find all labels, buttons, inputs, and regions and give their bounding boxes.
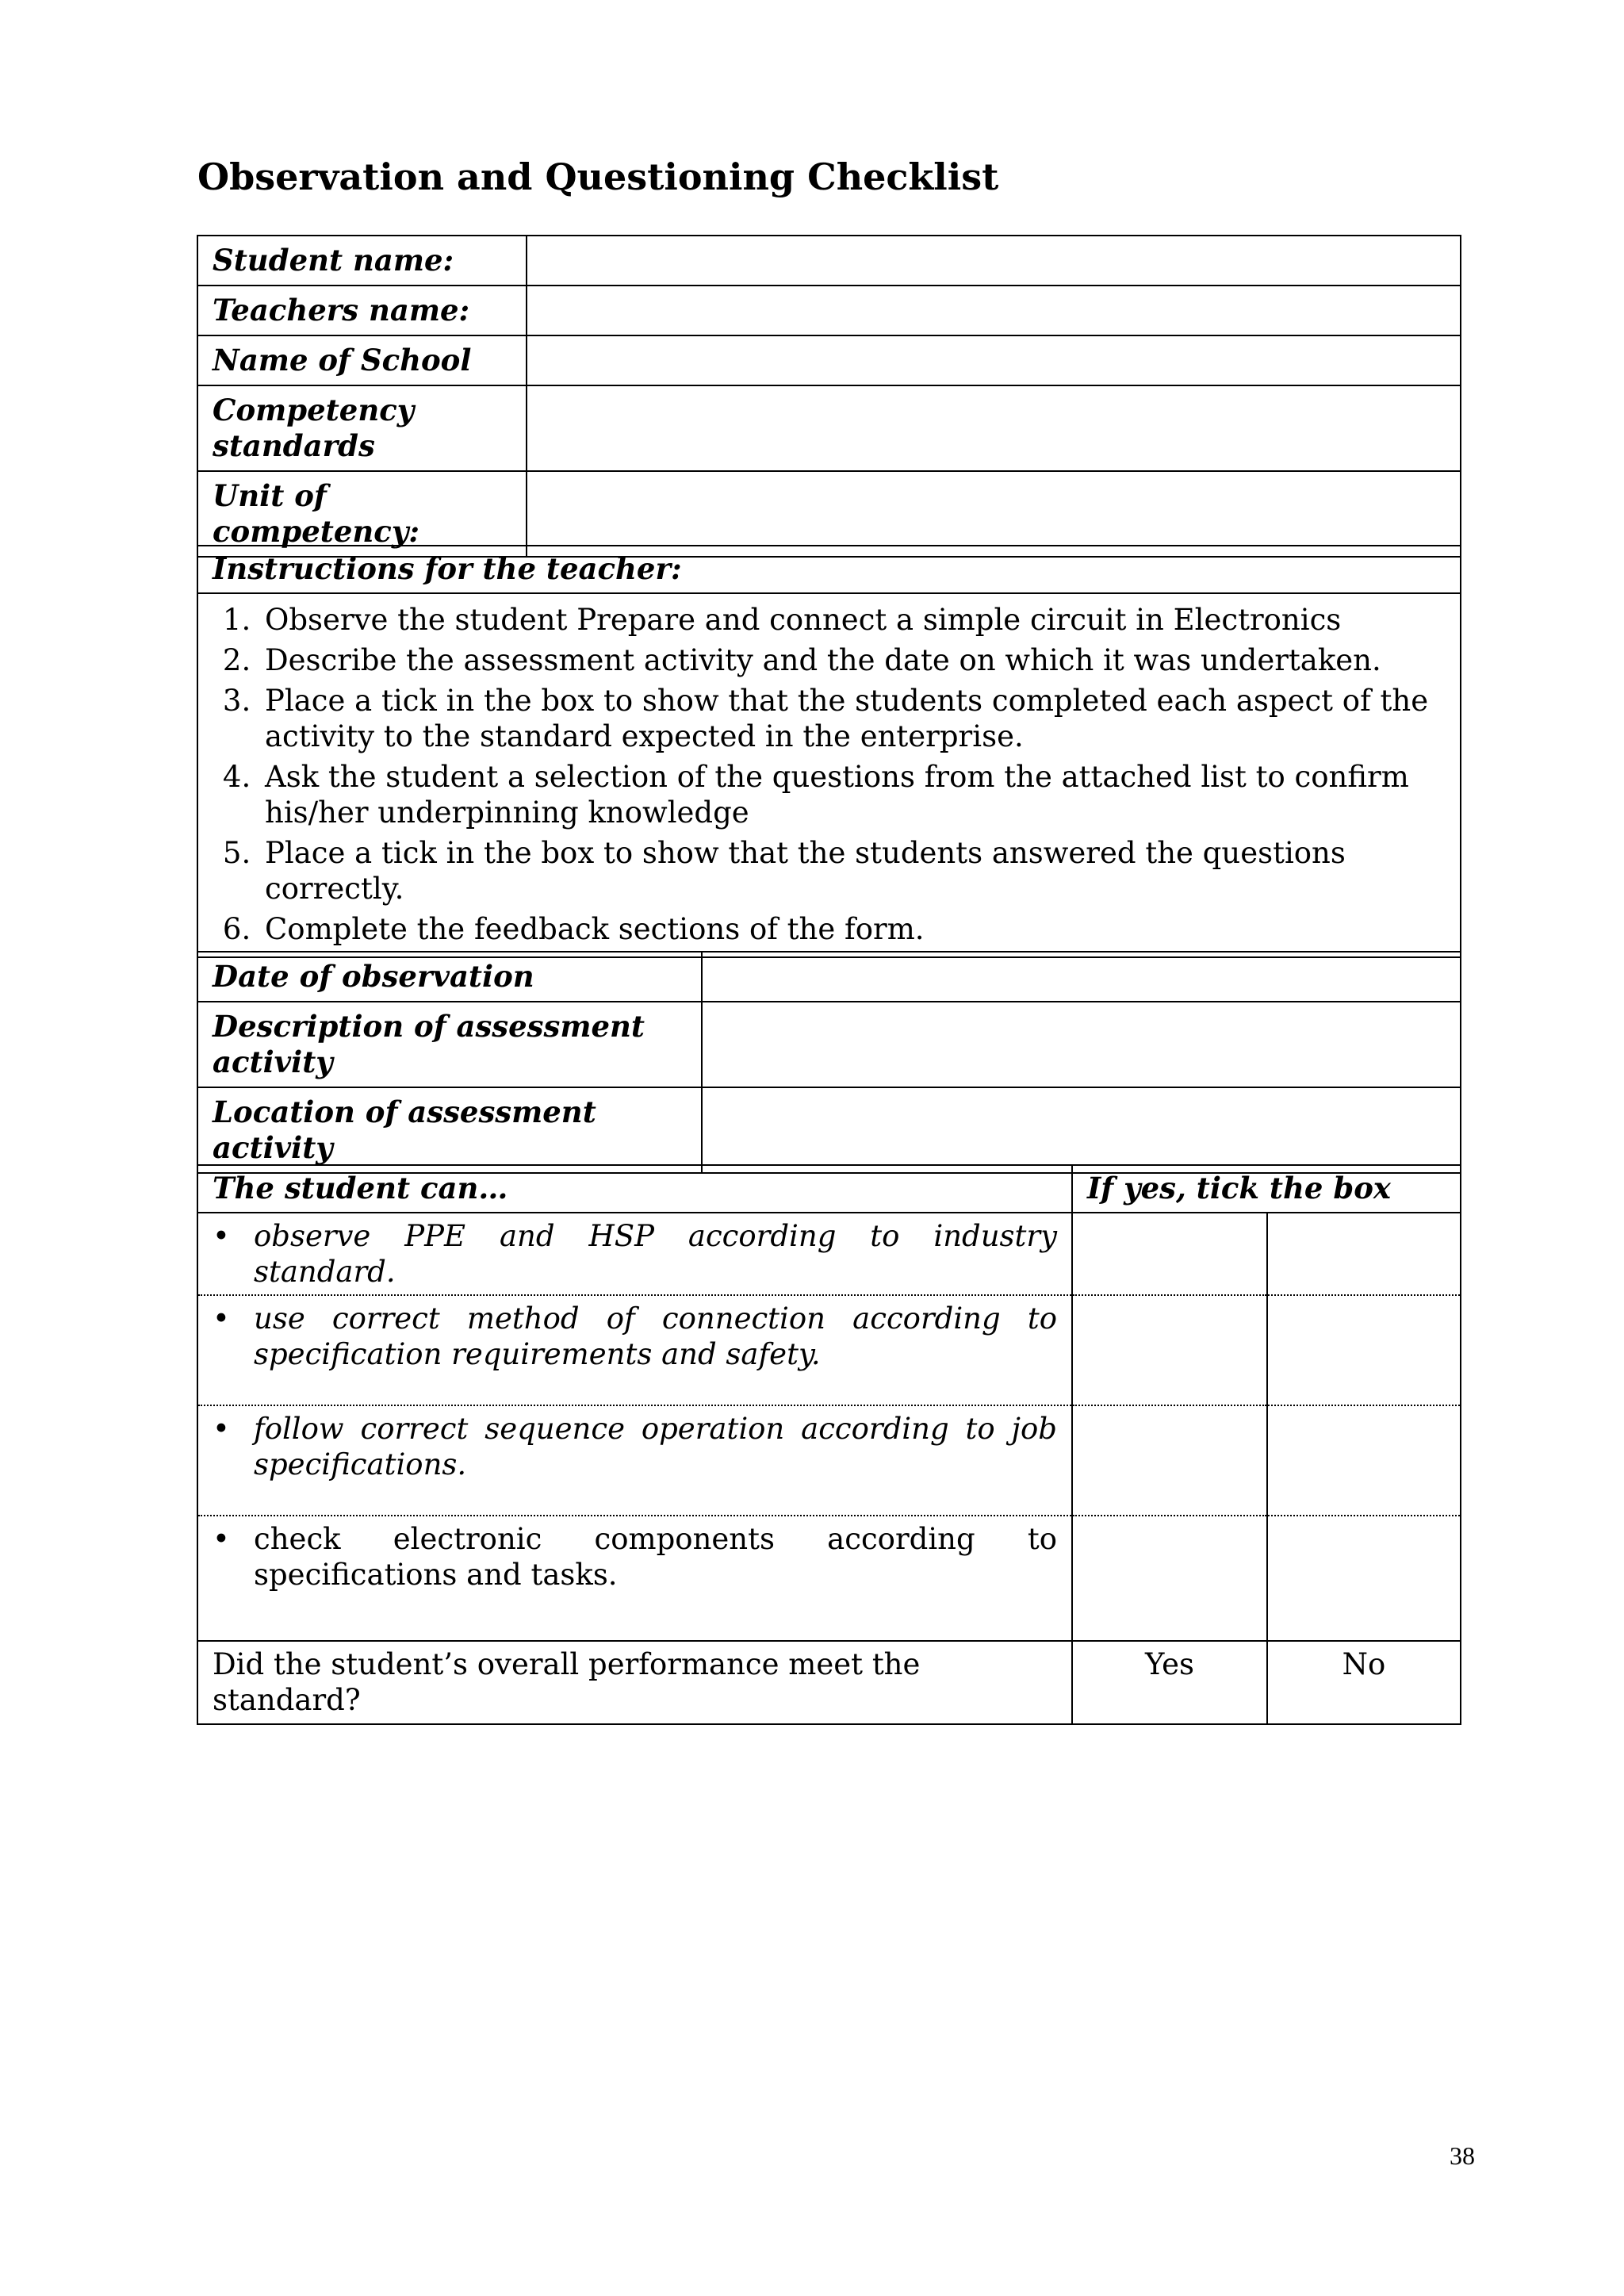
instruction-item: 5. Place a tick in the box to show that the students answered the questions correctly. — [260, 835, 1446, 907]
competency-standards-field[interactable] — [527, 385, 1461, 471]
instruction-item: 1. Observe the student Prepare and connect a simple circuit in Electronics — [260, 602, 1446, 638]
tick-box[interactable] — [1072, 1405, 1267, 1516]
school-name-field[interactable] — [527, 335, 1461, 385]
instructions-list — [213, 602, 1446, 947]
student-name-field[interactable] — [527, 236, 1461, 286]
checklist-item — [197, 1405, 1072, 1516]
tick-box[interactable] — [1267, 1295, 1461, 1405]
checklist-item-text: observe PPE and HSP according to industry standard. — [254, 1219, 1057, 1289]
page-number: 38 — [1450, 2141, 1475, 2170]
bullet-icon: • — [213, 1412, 230, 1446]
tick-box[interactable] — [1072, 1213, 1267, 1295]
checklist-table — [197, 1164, 1461, 1725]
instruction-item: 2. Describe the assessment activity and the date on which it was undertaken. — [260, 642, 1446, 678]
tick-box[interactable] — [1072, 1295, 1267, 1405]
student-name-label: Student name: — [197, 236, 527, 286]
tick-box[interactable] — [1267, 1516, 1461, 1641]
tick-box[interactable] — [1072, 1516, 1267, 1641]
instructions-body — [197, 593, 1461, 957]
description-of-activity-field[interactable] — [702, 1002, 1461, 1087]
checklist-item-text: follow correct sequence operation according to job specifications. — [254, 1412, 1057, 1481]
checklist-item-text: check electronic components according to specifications and tasks. — [254, 1522, 1057, 1592]
no-option[interactable]: No — [1267, 1641, 1461, 1724]
instructions-heading: Instructions for the teacher: — [197, 546, 1461, 593]
instruction-item: 4. Ask the student a selection of the questions from the attached list to confirm his/her underpinning knowledge — [260, 759, 1446, 830]
competency-standards-label: Competency standards — [197, 385, 527, 471]
assessment-details-table — [197, 951, 1461, 1174]
checklist-item — [197, 1295, 1072, 1405]
tick-box[interactable] — [1267, 1405, 1461, 1516]
checklist-item — [197, 1516, 1072, 1641]
unit-of-competency-label: Unit of competency: — [197, 471, 527, 557]
unit-of-competency-field[interactable] — [527, 471, 1461, 557]
teachers-name-field[interactable] — [527, 286, 1461, 335]
date-of-observation-field[interactable] — [702, 952, 1461, 1002]
page-title: Observation and Questioning Checklist — [197, 155, 999, 198]
yes-option[interactable]: Yes — [1072, 1641, 1267, 1724]
date-of-observation-label: Date of observation — [197, 952, 702, 1002]
tick-box[interactable] — [1267, 1213, 1461, 1295]
bullet-icon: • — [213, 1522, 230, 1556]
checklist-item — [197, 1213, 1072, 1295]
overall-performance-question: Did the student’s overall performance meet the standard? — [197, 1641, 1072, 1724]
instruction-item: 6. Complete the feedback sections of the form. — [260, 911, 1446, 947]
school-name-label: Name of School — [197, 335, 527, 385]
location-of-activity-field[interactable] — [702, 1087, 1461, 1173]
checklist-header-right: If yes, tick the box — [1072, 1165, 1461, 1213]
instruction-item: 3. Place a tick in the box to show that the students completed each aspect of the activity to the standard expected in the enterprise. — [260, 683, 1446, 754]
checklist-item-text: use correct method of connection according to specification requirements and safety. — [254, 1301, 1057, 1371]
student-info-table — [197, 235, 1461, 558]
description-of-activity-label: Description of assessment activity — [197, 1002, 702, 1087]
bullet-icon: • — [213, 1219, 230, 1253]
teachers-name-label: Teachers name: — [197, 286, 527, 335]
instructions-table — [197, 545, 1461, 958]
location-of-activity-label: Location of assessment activity — [197, 1087, 702, 1173]
bullet-icon: • — [213, 1301, 230, 1336]
checklist-header-left: The student can… — [197, 1165, 1072, 1213]
